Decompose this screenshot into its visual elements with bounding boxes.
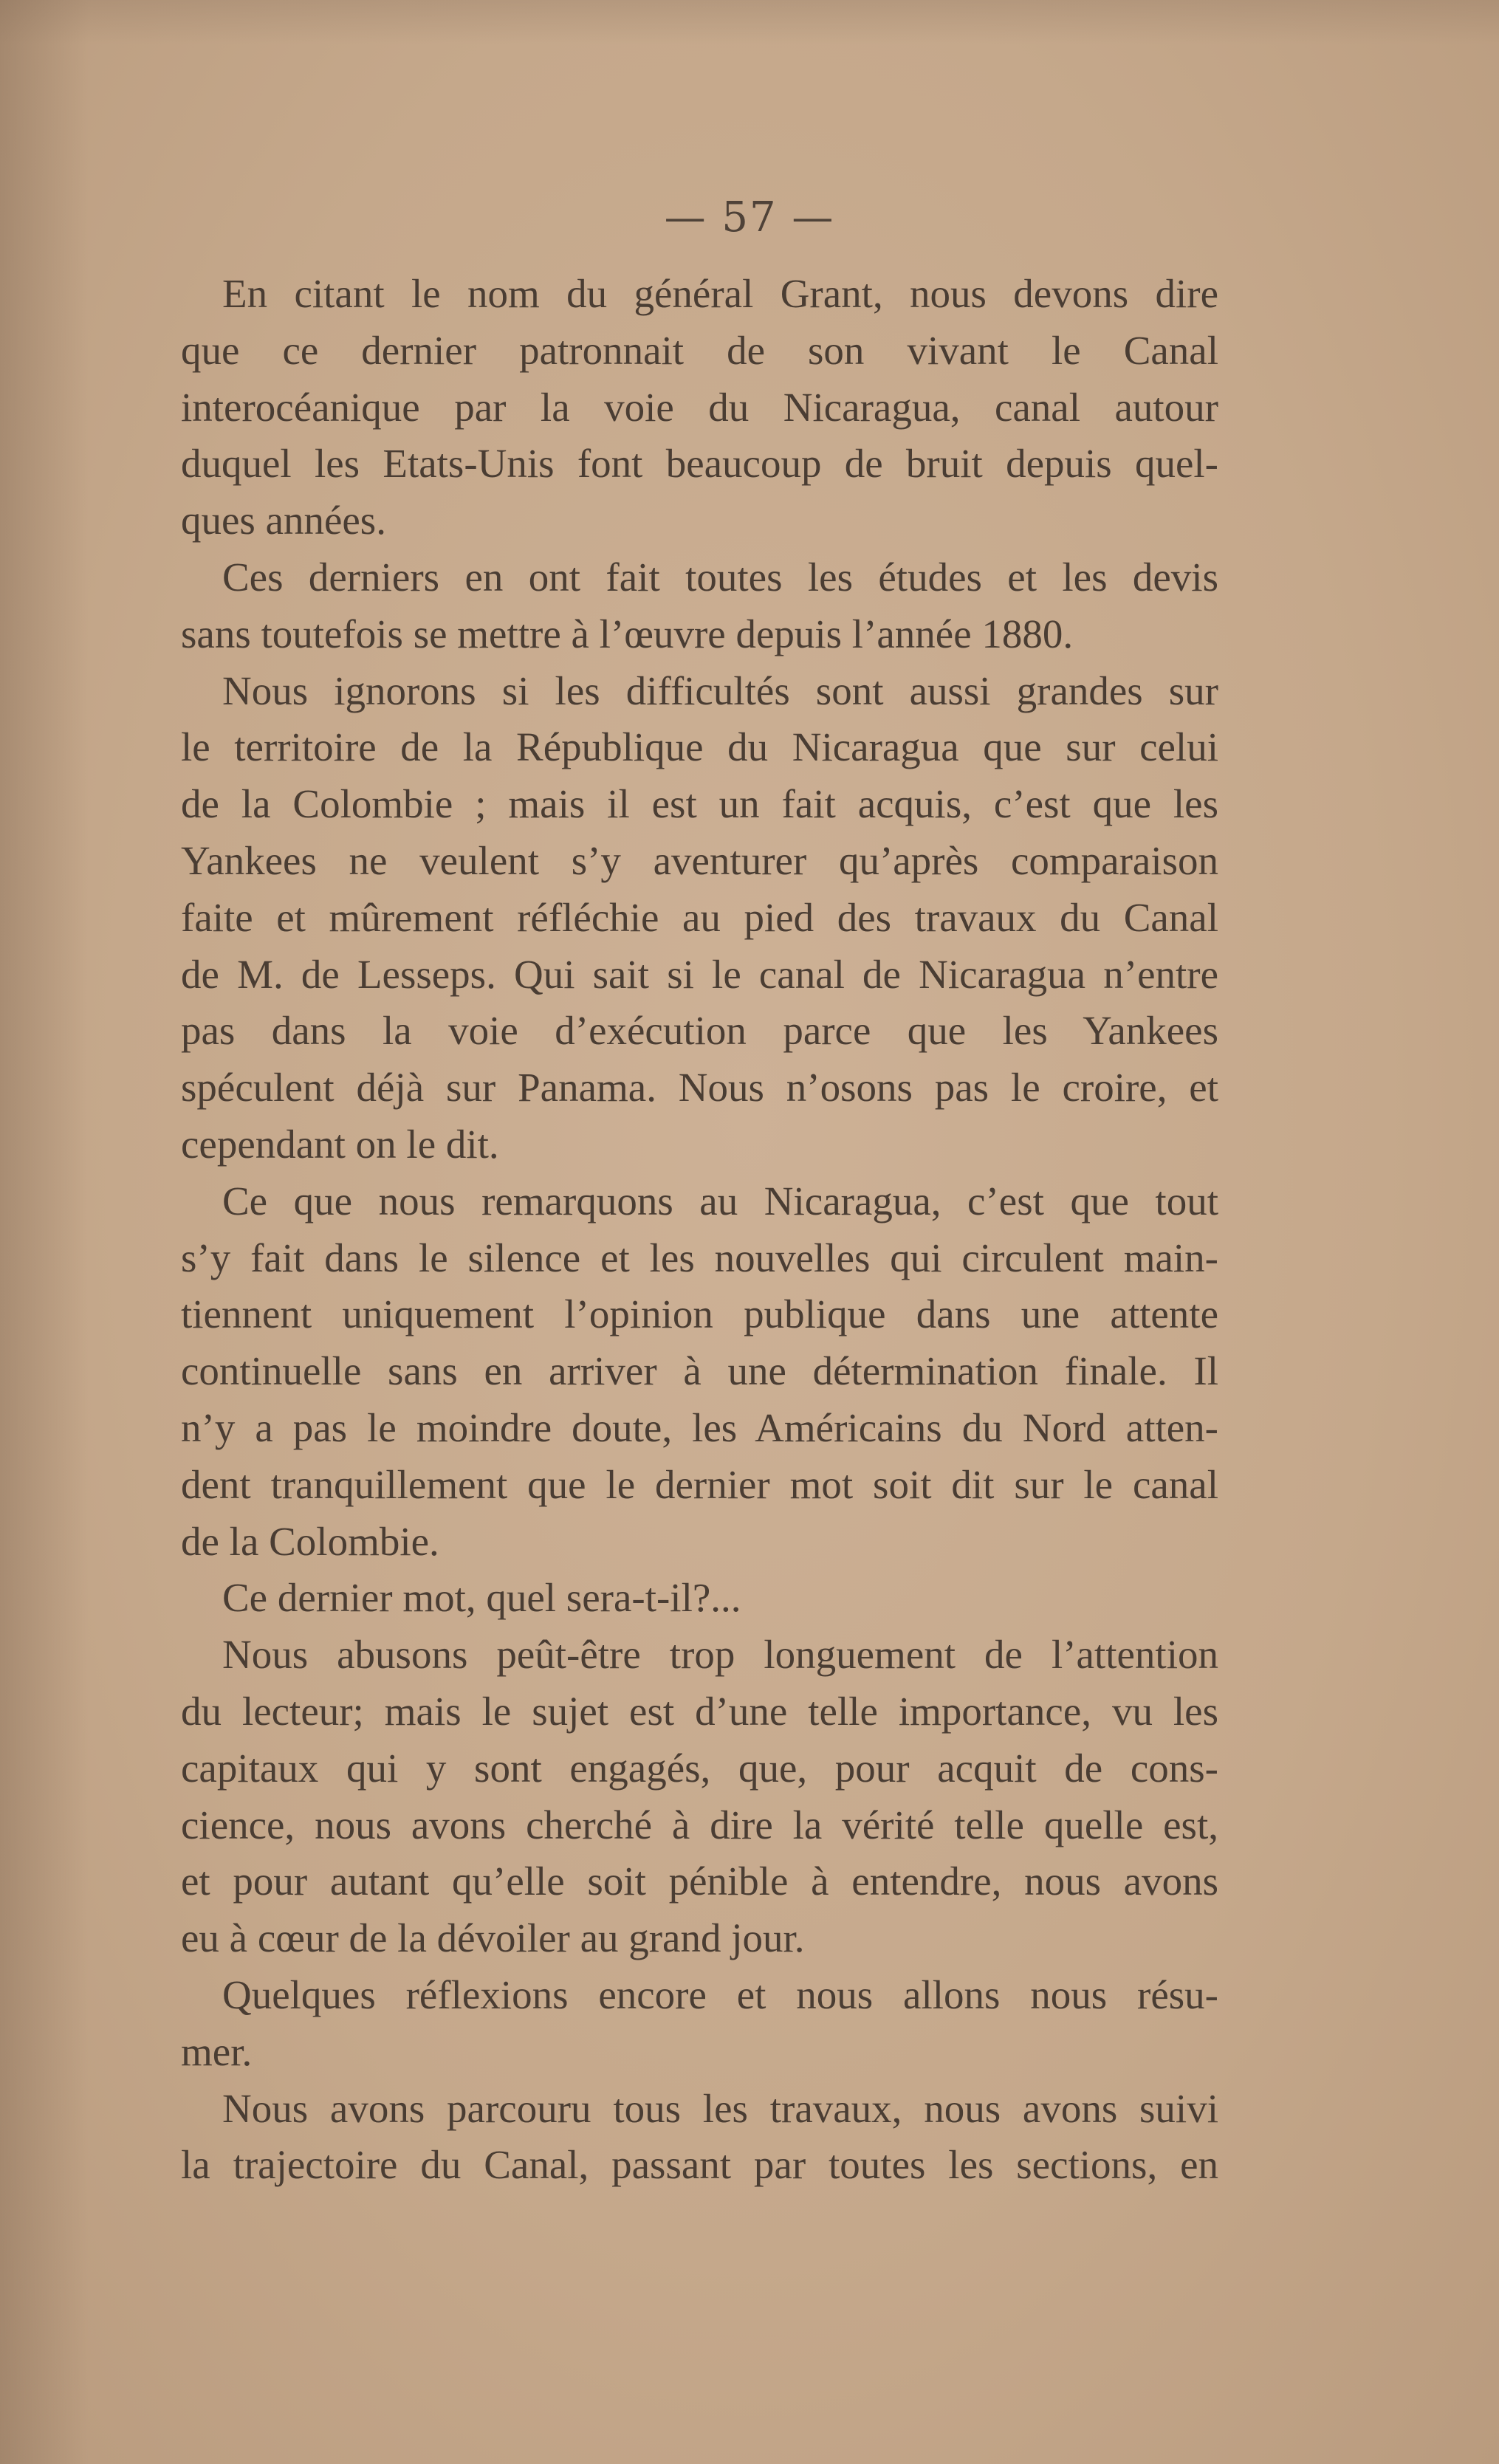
page-edge-shadow — [0, 0, 89, 2464]
text-line: tiennent uniquement l’opinion publique dans une attente — [181, 1291, 1218, 1337]
text-line: de la Colombie ; mais il est un fait acquis, c’est que les — [181, 781, 1218, 827]
text-line: dent tranquillement que le dernier mot soit dit sur le canal — [181, 1461, 1218, 1507]
text-line: duquel les Etats-Unis font beaucoup de bruit depuis quel- — [181, 441, 1218, 487]
text-line: s’y fait dans le silence et les nouvelles qui circulent main- — [181, 1235, 1218, 1280]
text-line: Ces derniers en ont fait toutes les études et les devis — [222, 554, 1218, 600]
text-line: Yankees ne veulent s’y aventurer qu’après comparaison — [181, 837, 1218, 883]
text-line: que ce dernier patronnait de son vivant le Canal — [181, 327, 1218, 373]
text-line: cience, nous avons cherché à dire la vérité telle quelle est, — [181, 1802, 1218, 1847]
text-line: le territoire de la République du Nicaragua que sur celui — [181, 724, 1218, 770]
text-line: ques années. — [181, 498, 386, 543]
text-line: cependant on le dit. — [181, 1121, 499, 1167]
text-line: de M. de Lesseps. Qui sait si le canal de Nicaragua n’entre — [181, 951, 1218, 997]
text-line: et pour autant qu’elle soit pénible à entendre, nous avons — [181, 1859, 1218, 1904]
text-line: de la Colombie. — [181, 1518, 439, 1564]
text-line: Ce dernier mot, quel sera-t-il?... — [222, 1575, 741, 1621]
text-line: En citant le nom du général Grant, nous devons dire — [222, 271, 1218, 316]
text-line: pas dans la voie d’exécution parce que les Yankees — [181, 1008, 1218, 1054]
page-top-shadow — [0, 0, 1499, 44]
text-line: spéculent déjà sur Panama. Nous n’osons pas le croire, et — [181, 1065, 1218, 1111]
page-number: — 57 — — [664, 193, 835, 241]
text-line: Nous abusons peût-être trop longuement de l’attention — [222, 1632, 1218, 1678]
text-line: capitaux qui y sont engagés, que, pour acquit de cons- — [181, 1745, 1218, 1791]
body-text — [181, 266, 1218, 2194]
text-line: faite et mûrement réfléchie au pied des travaux du Canal — [181, 894, 1218, 940]
text-line: interocéanique par la voie du Nicaragua, canal autour — [181, 384, 1218, 430]
text-line: n’y a pas le moindre doute, les Américains du Nord atten- — [181, 1404, 1218, 1450]
text-line: Quelques réflexions encore et nous allons nous résu- — [222, 1971, 1218, 2017]
text-line: Ce que nous remarquons au Nicaragua, c’est que tout — [222, 1178, 1218, 1224]
text-line: eu à cœur de la dévoiler au grand jour. — [181, 1915, 805, 1961]
text-line: Nous avons parcouru tous les travaux, nous avons suivi — [222, 2085, 1218, 2131]
text-line: sans toutefois se mettre à l’œuvre depuis l’année 1880. — [181, 611, 1074, 656]
text-line: continuelle sans en arriver à une détermination finale. Il — [181, 1348, 1218, 1394]
text-line: la trajectoire du Canal, passant par toutes les sections, en — [181, 2142, 1218, 2188]
text-line: Nous ignorons si les difficultés sont aussi grandes sur — [222, 668, 1218, 713]
text-line: mer. — [181, 2028, 253, 2074]
text-line: du lecteur; mais le sujet est d’une telle importance, vu les — [181, 1688, 1218, 1734]
